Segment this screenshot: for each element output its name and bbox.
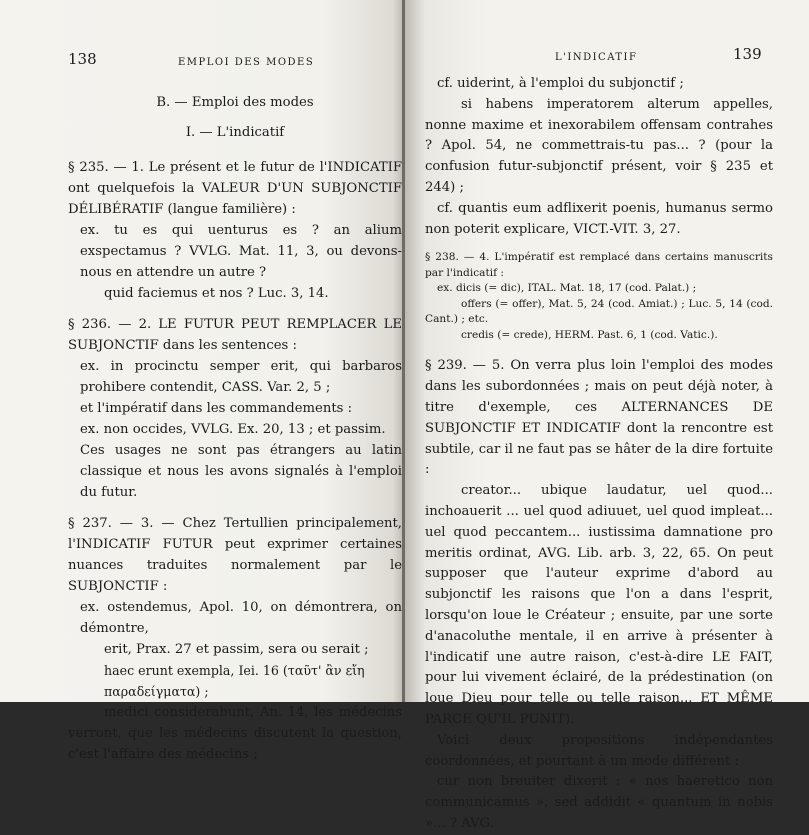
paragraph-239: § 239. — 5. On verra plus loin l'emploi des modes dans les subordonnées ; mais on peut déjà noter, à titre d'exemple, ces ALTERNANCES DE SUBJONCTIF ET INDICATIF dont la rencontre est subtile, car il ne faut pas se hâter de la dire fortuite :: [425, 358, 773, 478]
example-239-a: creator... ubique laudatur, uel quod... inchoauerit ... uel quod adiuuet, uel quod impleat... uel quod peccantem... iustissima damnatione pro meritis ordinat, AVG. Lib. arb. 3, 22, 65. On peut supposer que l'auteur exprime d'abord au subjonctif les raisons que l'on a dans l'esprit, lorsqu'on loue le Créateur ; ensuite, par une sorte d'anacoluthe mentale, il en arrive à présenter à l'indicatif une autre raison, c'est-à-dire LE FAIT, pour lui vivement éclairé, de la prédestination (on loue Dieu pour telle ou telle raison... ET MÊME PARCE QU'IL PUNIT).: [425, 483, 773, 727]
paragraph-236: § 236. — 2. LE FUTUR PEUT REMPLACER LE SUBJONCTIF dans les sentences :: [68, 317, 402, 353]
example-239-c: cur non breuiter dixerit : « nos haeretico non communicamus », sed addidit « quantum in nobis »... ? AVG.: [425, 774, 773, 831]
right-page: [405, 0, 809, 831]
example-238-a: ex. dicis (= dic), ITAL. Mat. 18, 17 (cod. Palat.) ;: [437, 282, 697, 295]
left-page-body: [68, 92, 402, 765]
paragraph-235: § 235. — 1. Le présent et le futur de l'INDICATIF ont quelquefois la VALEUR D'UN SUBJONCTIF DÉLIBÉRATIF (langue familière) :: [68, 160, 402, 217]
paragraph-237: § 237. — 3. — Chez Tertullien principalement, l'INDICATIF FUTUR peut exprimer certaines nuances traduites normalement par le SUBJONCTIF :: [68, 516, 402, 594]
example-237-c: haec erunt exempla, Iei. 16 (ταῦτ' ἂν εἴη παραδείγματα) ;: [104, 663, 365, 699]
example-235-b: quid faciemus et nos ? Luc. 3, 14.: [104, 286, 329, 301]
section-heading-indicatif: I. — L'indicatif: [185, 125, 285, 140]
continuation-c: cf. quantis eum adflixerit poenis, humanus sermo non poterit explicare, VICT.-VIT. 3, 27.: [425, 200, 773, 237]
example-236-a: ex. in procinctu semper erit, qui barbaros prohibere contendit, CASS. Var. 2, 5 ;: [80, 359, 402, 395]
continuation-b: si habens imperatorem alterum appelles, nonne maxime et inexorabilem offensam contrahes ? Apol. 54, ne commettrais-tu pas... ? (pour la confusion futur-subjonctif présent, voir § 235 et 244) ;: [425, 96, 773, 195]
page-number-left: 138: [68, 50, 97, 68]
example-237-a: ex. ostendemus, Apol. 10, on démontrera, on démontre,: [80, 600, 402, 636]
example-237-b: erit, Prax. 27 et passim, sera ou serait ;: [104, 642, 369, 657]
paragraph-238: [425, 250, 773, 343]
text-239-b: Voici deux propositions indépendantes coordonnées, et pourtant à un mode différent :: [425, 732, 773, 769]
example-235-a: ex. tu es qui uenturus es ? an alium exspectamus ? VVLG. Mat. 11, 3, ou devons-nous en attendre un autre ?: [80, 223, 402, 280]
continuation-a: cf. uiderint, à l'emploi du subjonctif ;: [437, 76, 684, 91]
running-head-right: L'INDICATIF: [555, 52, 638, 63]
left-page: [0, 0, 405, 762]
example-238-c: credis (= crede), HERM. Past. 6, 1 (cod. Vatic.).: [461, 328, 718, 341]
example-236-c: ex. non occides, VVLG. Ex. 20, 13 ; et passim.: [80, 422, 386, 437]
example-237-d: medici considerabunt, An. 14, les médecins verront, que les médecins discutent la question, c'est l'affaire des médecins ;: [68, 705, 402, 762]
text-236-d: Ces usages ne sont pas étrangers au latin classique et nous les avons signalés à l'emploi du futur.: [80, 443, 402, 500]
section-heading-b: B. — Emploi des modes: [156, 95, 314, 110]
page-number-right: 139: [733, 45, 762, 63]
example-238-b: offers (= offer), Mat. 5, 24 (cod. Amiat.) ; Luc. 5, 14 (cod. Cant.) ; etc.: [425, 297, 773, 326]
right-page-body: [425, 74, 773, 835]
running-head-left: EMPLOI DES MODES: [178, 57, 315, 68]
text-236-b: et l'impératif dans les commandements :: [80, 401, 353, 416]
paragraph-238-head: § 238. — 4. L'impératif est remplacé dans certains manuscrits par l'indicatif :: [425, 251, 773, 279]
